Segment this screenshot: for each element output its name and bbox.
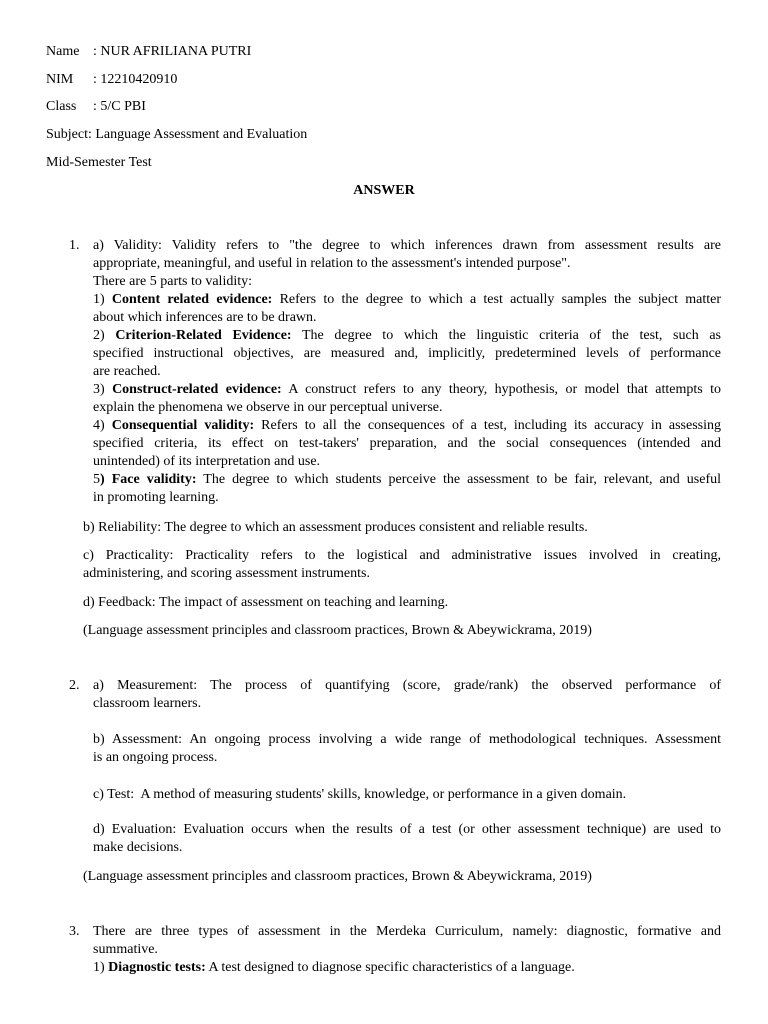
part-number: 2): [93, 328, 116, 343]
q1-part3-line1: [93, 381, 721, 399]
answer-title: ANSWER: [353, 183, 415, 198]
q1-parts-intro: There are 5 parts to validity:: [93, 274, 252, 289]
q2-citation: (Language assessment principles and classroom practices, Brown & Abeywickrama, 2019): [83, 869, 592, 884]
part-text: Refers to the degree to which a test actually samples the subject matter: [272, 292, 721, 307]
q2-number: 2.: [69, 678, 80, 693]
q1-feedback: d) Feedback: The impact of assessment on teaching and learning.: [83, 595, 449, 610]
q1-practicality-line2: administering, and scoring assessment instruments.: [83, 566, 370, 581]
class-label: Class: [46, 99, 77, 114]
part-number: 5: [93, 472, 100, 487]
part-text: A construct refers to any theory, hypothesis, or model that attempts to: [281, 382, 721, 397]
subject-line: Subject: Language Assessment and Evaluation: [46, 127, 308, 142]
q2-measurement-block: [93, 677, 721, 713]
q1-validity-line2: appropriate, meaningful, and useful in relation to the assessment's intended purpose".: [93, 256, 571, 271]
part-text: The degree to which students perceive the assessment to be fair, relevant, and useful: [196, 472, 722, 487]
q2-measurement-line1: a) Measurement: The process of quantifying (score, grade/rank) the observed performance of: [93, 678, 721, 693]
q1-practicality-line1: c) Practicality: Practicality refers to the logistical and administrative issues involved in creating,: [83, 548, 721, 563]
part-text: The degree to which the linguistic criteria of the test, such as: [291, 328, 721, 343]
q1-part2-line2: specified instructional objectives, are measured and, implicitly, predetermined levels of performance: [93, 346, 721, 361]
part-number: 3): [93, 382, 113, 397]
q1-part5-line2: in promoting learning.: [93, 490, 219, 505]
name-label: Name: [46, 44, 80, 59]
q2-assessment-block: [93, 731, 721, 767]
q2-evaluation-line2: make decisions.: [93, 840, 183, 855]
nim-line: [46, 71, 177, 89]
q1-part2-line1: [93, 327, 721, 345]
q1-validity-block: [93, 237, 721, 507]
q2-assessment-line1: b) Assessment: An ongoing process involving a wide range of methodological techniques. Assessment: [93, 732, 721, 747]
q1-part4-line1: [93, 417, 721, 435]
part-number: 1): [93, 960, 109, 975]
q1-number: 1.: [69, 238, 80, 253]
part-term: Diagnostic tests:: [108, 960, 206, 975]
nim-label: NIM: [46, 72, 74, 87]
q1-part4-line3: unintended) of its interpretation and use.: [93, 454, 321, 469]
part-term: Criterion-Related Evidence:: [115, 328, 292, 343]
q1-practicality-block: [83, 547, 721, 583]
q1-part5-line1: [93, 471, 721, 489]
q3-diagnostic-line: [93, 959, 721, 977]
part-text: A test designed to diagnose specific characteristics of a language.: [205, 960, 575, 975]
part-term: Construct-related evidence:: [112, 382, 282, 397]
q1-part4-line2: specified criteria, its effect on test-takers' preparation, and the social consequences (intended and: [93, 436, 721, 451]
class-line: [46, 98, 146, 116]
q3-intro-line2: summative.: [93, 942, 158, 957]
q2-assessment-line2: is an ongoing process.: [93, 750, 218, 765]
q3-intro-block: [93, 923, 721, 977]
q2-test: c) Test: A method of measuring students' skills, knowledge, or performance in a given domain.: [93, 787, 627, 802]
part-term: Consequential validity:: [111, 418, 255, 433]
q1-part3-line2: explain the phenomena we observe in our perceptual universe.: [93, 400, 443, 415]
part-term: Content related evidence:: [111, 292, 273, 307]
class-value: : 5/C PBI: [93, 99, 146, 114]
q1-citation: (Language assessment principles and classroom practices, Brown & Abeywickrama, 2019): [83, 623, 592, 638]
q1-part1-line1: [93, 291, 721, 309]
part-number: 1): [93, 292, 112, 307]
q1-validity-line1: a) Validity: Validity refers to "the degree to which inferences drawn from assessment results are: [93, 238, 721, 253]
q2-evaluation-line1: d) Evaluation: Evaluation occurs when the results of a test (or other assessment technique) are used to: [93, 822, 721, 837]
q1-reliability: b) Reliability: The degree to which an assessment produces consistent and reliable results.: [83, 520, 588, 535]
q2-measurement-line2: classroom learners.: [93, 696, 202, 711]
q3-number: 3.: [69, 924, 80, 939]
q2-evaluation-block: [93, 821, 721, 857]
name-value: : NUR AFRILIANA PUTRI: [93, 44, 252, 59]
test-line: Mid-Semester Test: [46, 155, 152, 170]
part-term: ) Face validity:: [100, 472, 197, 487]
part-text: Refers to all the consequences of a test, including its accuracy in assessing: [254, 418, 721, 433]
q1-part1-line2: about which inferences are to be drawn.: [93, 310, 317, 325]
q3-intro-line1: There are three types of assessment in the Merdeka Curriculum, namely: diagnostic, formative and: [93, 924, 721, 939]
name-line: [46, 43, 251, 61]
nim-value: : 12210420910: [93, 72, 178, 87]
part-number: 4): [93, 418, 112, 433]
q1-part2-line3: are reached.: [93, 364, 161, 379]
